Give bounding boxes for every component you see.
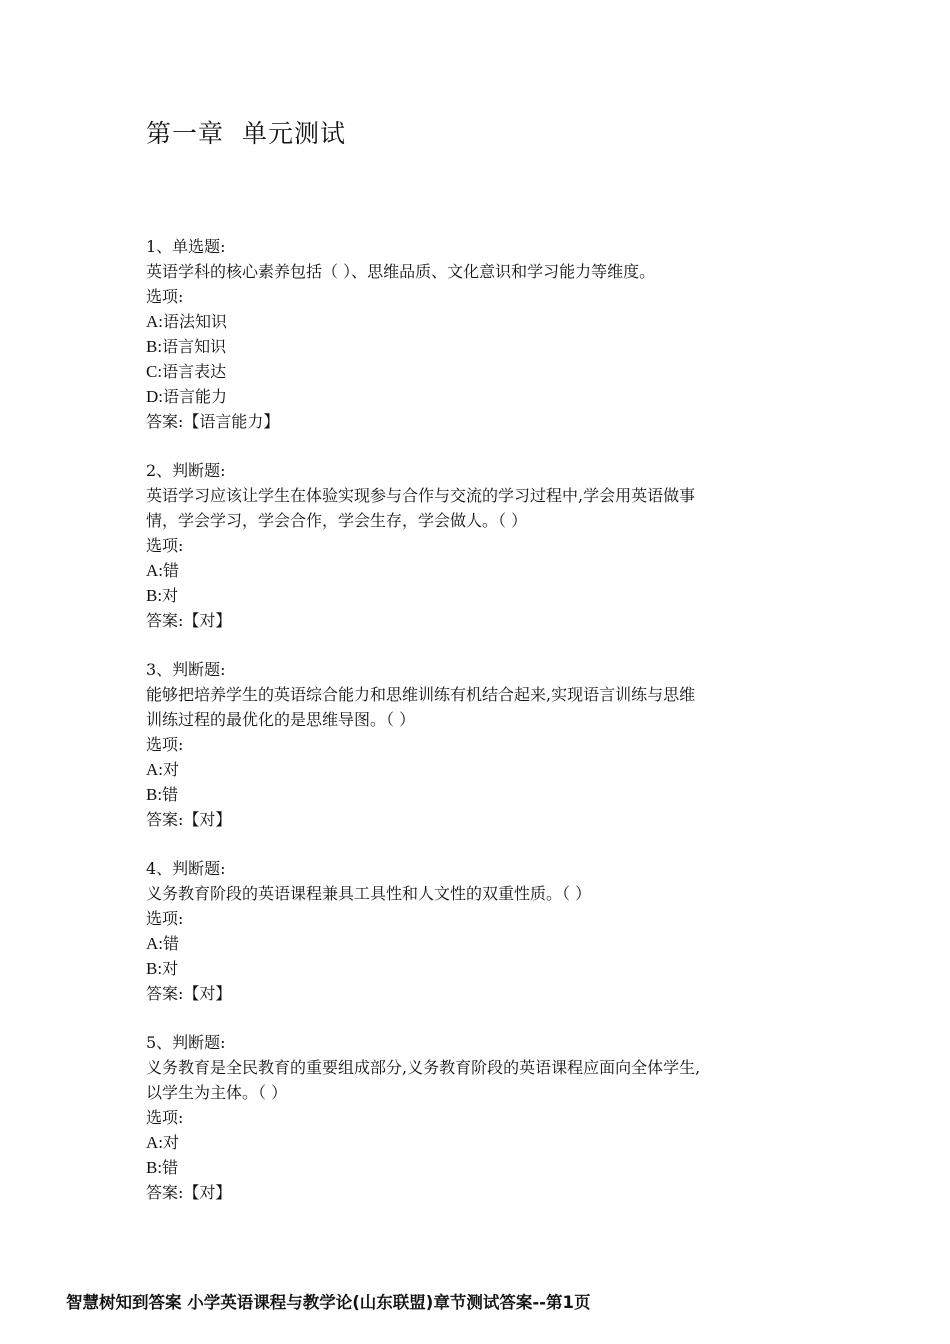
answer-value: 【语言能力】 — [183, 412, 280, 431]
option-item — [146, 309, 826, 334]
option-colon: : — [158, 387, 164, 406]
option-item — [146, 1155, 826, 1180]
option-colon: : — [157, 959, 163, 978]
option-text: 错 — [163, 561, 180, 580]
chapter-label: 第一章 — [146, 119, 225, 148]
question-stem: 义务教育是全民教育的重要组成部分,义务教育阶段的英语课程应面向全体学生, — [146, 1058, 701, 1077]
option-colon: : — [157, 337, 163, 356]
answer-line — [146, 409, 826, 434]
option-colon: : — [158, 760, 164, 779]
option-letter: A — [146, 1133, 159, 1152]
option-text: 对 — [162, 586, 179, 605]
option-colon: : — [158, 312, 164, 331]
option-colon: : — [157, 1158, 163, 1177]
option-text: 对 — [163, 1133, 180, 1152]
option-item — [146, 956, 826, 981]
option-colon: : — [158, 1133, 164, 1152]
question-list — [146, 234, 826, 1229]
option-colon: : — [158, 934, 164, 953]
option-letter: B — [146, 959, 158, 978]
answer-value: 【对】 — [183, 611, 232, 630]
answer-label: 答案: — [146, 611, 184, 630]
options-label: 选项: — [146, 536, 184, 555]
option-letter: D — [146, 387, 159, 406]
option-item — [146, 359, 826, 384]
option-colon: : — [157, 362, 163, 381]
options-label: 选项: — [146, 287, 184, 306]
question-block — [146, 657, 826, 832]
option-item — [146, 782, 826, 807]
option-letter: A — [146, 934, 159, 953]
option-text: 语言表达 — [162, 362, 227, 381]
option-text: 错 — [162, 1158, 179, 1177]
option-text: 语言能力 — [163, 387, 228, 406]
answer-value: 【对】 — [183, 984, 232, 1003]
option-letter: B — [146, 337, 158, 356]
question-stem: 训练过程的最优化的是思维导图。（ ） — [146, 710, 416, 729]
question-number: 4、判断题: — [146, 859, 226, 878]
answer-line — [146, 807, 826, 832]
option-letter: B — [146, 785, 158, 804]
answer-value: 【对】 — [183, 1183, 232, 1202]
question-block — [146, 458, 826, 633]
option-text: 错 — [163, 934, 180, 953]
option-colon: : — [157, 586, 163, 605]
option-item — [146, 558, 826, 583]
answer-label: 答案: — [146, 1183, 184, 1202]
option-letter: A — [146, 561, 159, 580]
options-label: 选项: — [146, 735, 184, 754]
option-letter: B — [146, 586, 158, 605]
question-block — [146, 234, 826, 434]
option-item — [146, 757, 826, 782]
chapter-subtitle: 单元测试 — [242, 119, 347, 148]
option-colon: : — [157, 785, 163, 804]
option-item — [146, 931, 826, 956]
question-stem: 情，学会学习，学会合作，学会生存，学会做人。（ ） — [146, 511, 528, 530]
question-number: 1、单选题: — [146, 237, 226, 256]
question-stem: 义务教育阶段的英语课程兼具工具性和人文性的双重性质。（ ） — [146, 884, 592, 903]
question-stem: 能够把培养学生的英语综合能力和思维训练有机结合起来,实现语言训练与思维 — [146, 685, 696, 704]
question-stem: 以学生为主体。（ ） — [146, 1083, 288, 1102]
option-text: 语言知识 — [162, 337, 227, 356]
option-letter: C — [146, 362, 158, 381]
option-letter: A — [146, 760, 159, 779]
answer-label: 答案: — [146, 984, 184, 1003]
option-item — [146, 334, 826, 359]
option-letter: B — [146, 1158, 158, 1177]
option-colon: : — [158, 561, 164, 580]
question-stem: 英语学科的核心素养包括（ ）、思维品质、文化意识和学习能力等维度。 — [146, 262, 656, 281]
option-letter: A — [146, 312, 159, 331]
answer-line — [146, 981, 826, 1006]
question-stem: 英语学习应该让学生在体验实现参与合作与交流的学习过程中,学会用英语做事 — [146, 486, 696, 505]
page-footer: 智慧树知到答案 小学英语课程与教学论(山东联盟)章节测试答案--第1页 — [66, 1293, 591, 1312]
question-block — [146, 1030, 826, 1205]
answer-label: 答案: — [146, 412, 184, 431]
question-number: 2、判断题: — [146, 461, 226, 480]
question-block — [146, 856, 826, 1006]
options-label: 选项: — [146, 1108, 184, 1127]
option-text: 语法知识 — [163, 312, 228, 331]
option-text: 错 — [162, 785, 179, 804]
page-title — [146, 114, 346, 150]
option-text: 对 — [163, 760, 180, 779]
answer-line — [146, 1180, 826, 1205]
option-item — [146, 1130, 826, 1155]
question-number: 3、判断题: — [146, 660, 226, 679]
answer-label: 答案: — [146, 810, 184, 829]
option-item — [146, 384, 826, 409]
options-label: 选项: — [146, 909, 184, 928]
answer-line — [146, 608, 826, 633]
answer-value: 【对】 — [183, 810, 232, 829]
option-text: 对 — [162, 959, 179, 978]
question-number: 5、判断题: — [146, 1033, 226, 1052]
option-item — [146, 583, 826, 608]
